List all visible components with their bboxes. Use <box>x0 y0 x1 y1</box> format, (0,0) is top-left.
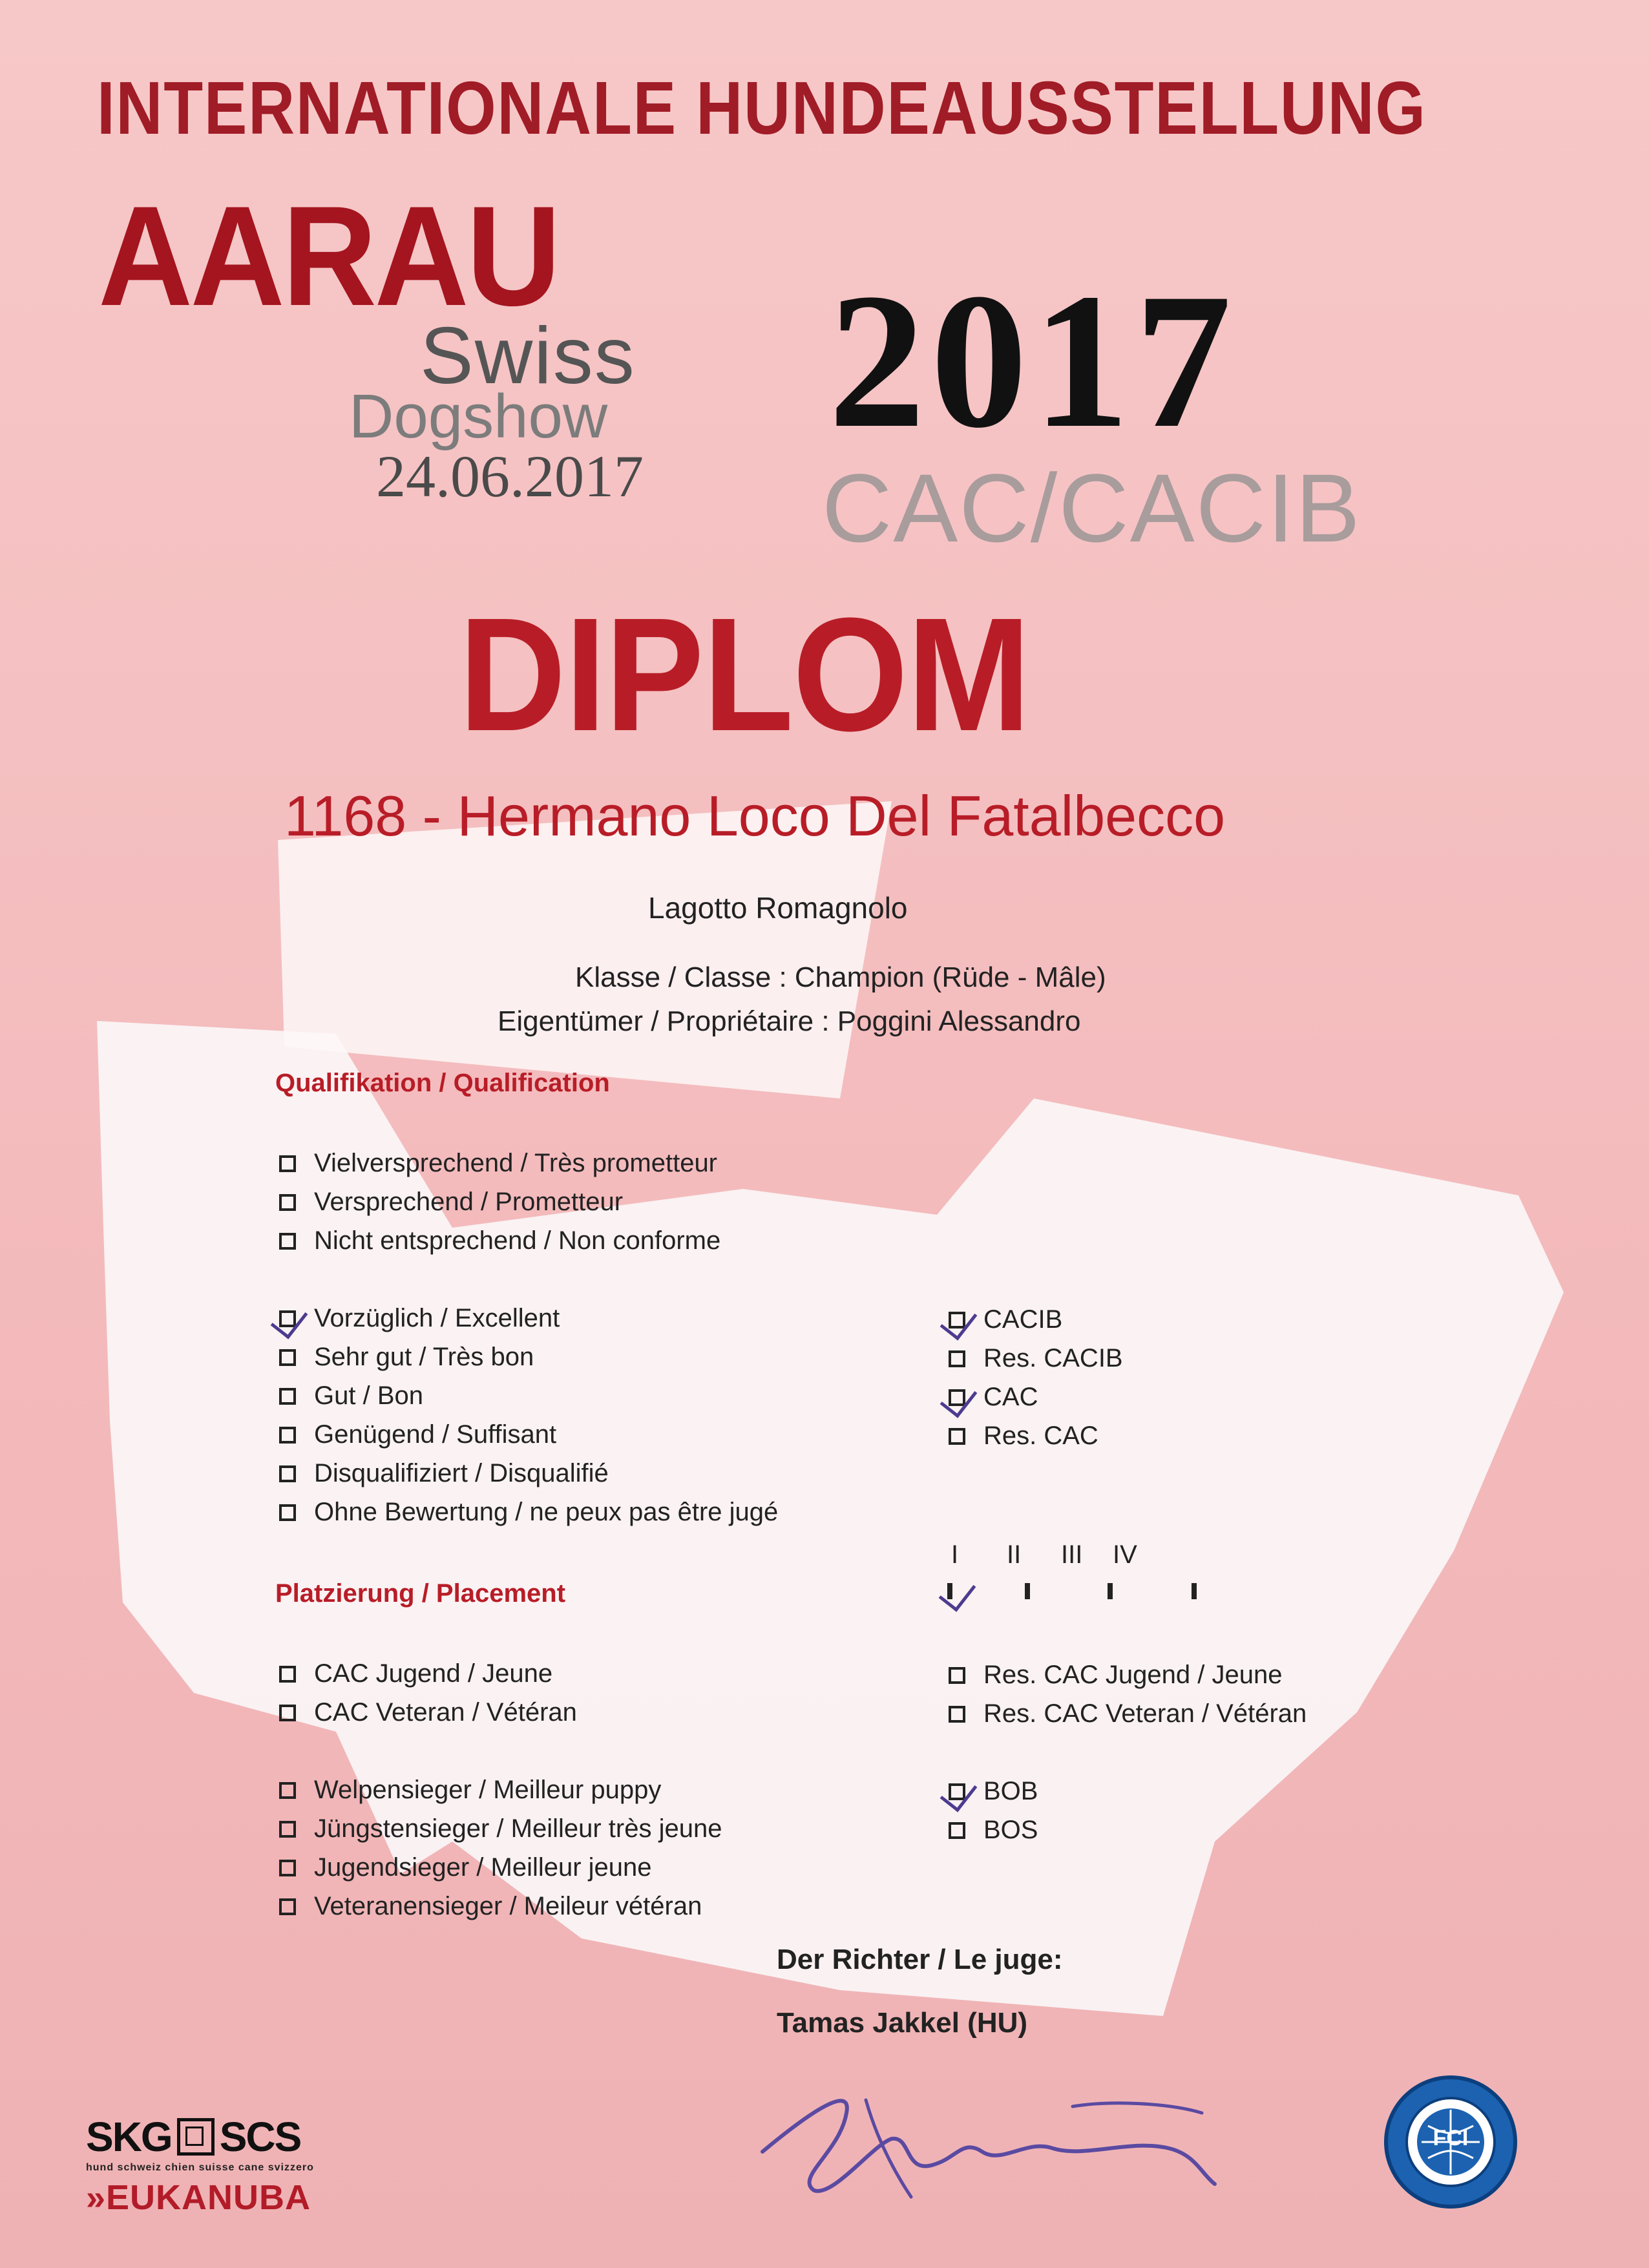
checkbox-icon[interactable] <box>949 1706 965 1723</box>
show-title: INTERNATIONALE HUNDEAUSSTELLUNG <box>97 66 1427 150</box>
fci-seal-text: FCI <box>1433 2126 1469 2150</box>
rating-item: Ohne Bewertung / ne peux pas être jugé <box>279 1498 778 1527</box>
dog-name: 1168 - Hermano Loco Del Fatalbecco <box>284 784 1226 848</box>
best-of-breed-item: BOB <box>949 1777 1038 1806</box>
qualification-item: Versprechend / Prometteur <box>279 1188 623 1217</box>
title-award-item: CACIB <box>949 1305 1062 1334</box>
dog-owner: Eigentümer / Propriétaire : Poggini Alessandro <box>498 1005 1081 1037</box>
checkbox-icon[interactable] <box>279 1504 296 1521</box>
show-subtitle-swiss: Swiss <box>420 311 636 401</box>
qualification-item: Nicht entsprechend / Non conforme <box>279 1226 720 1255</box>
checked-checkbox-icon[interactable] <box>949 1389 965 1406</box>
checked-checkbox-icon[interactable] <box>949 1783 965 1800</box>
placement-label-iii: III <box>1061 1540 1083 1569</box>
placement-heading: Platzierung / Placement <box>275 1579 566 1608</box>
checkbox-icon[interactable] <box>949 1428 965 1445</box>
checkbox-icon[interactable] <box>279 1465 296 1482</box>
title-award-item: Res. CAC <box>949 1422 1098 1451</box>
special-award-item: CAC Veteran / Vétéran <box>279 1698 577 1727</box>
show-date: 24.06.2017 <box>376 443 644 509</box>
checkbox-icon[interactable] <box>279 1233 296 1250</box>
dog-house-icon <box>177 2118 215 2156</box>
checkbox-icon[interactable] <box>949 1350 965 1367</box>
placement-label-iv: IV <box>1113 1540 1137 1569</box>
sponsor-subtext: hund schweiz chien suisse cane svizzero <box>86 2162 314 2173</box>
dog-class: Klasse / Classe : Champion (Rüde - Mâle) <box>575 961 1106 993</box>
placement-iii-checkbox-icon[interactable] <box>1108 1583 1113 1599</box>
placement-label-ii: II <box>1007 1540 1022 1569</box>
qualification-item: Vielversprechend / Très prometteur <box>279 1149 717 1178</box>
special-award-item: CAC Jugend / Jeune <box>279 1659 552 1688</box>
qualification-heading: Qualifikation / Qualification <box>275 1069 610 1097</box>
judge-signature-icon <box>750 2042 1228 2216</box>
diploma-title: DIPLOM <box>459 584 1030 764</box>
rating-item: Disqualifiziert / Disqualifié <box>279 1459 609 1488</box>
checkbox-icon[interactable] <box>279 1860 296 1876</box>
title-award-item: Res. CACIB <box>949 1344 1123 1373</box>
reserve-award-item: Res. CAC Jugend / Jeune <box>949 1661 1282 1690</box>
winner-title-item: Jugendsieger / Meilleur jeune <box>279 1853 652 1882</box>
winner-title-item: Jüngstensieger / Meilleur très jeune <box>279 1814 722 1843</box>
rating-item: Gut / Bon <box>279 1381 423 1411</box>
judge-label: Der Richter / Le juge: <box>777 1944 1063 1975</box>
checkbox-icon[interactable] <box>279 1821 296 1838</box>
checkbox-icon[interactable] <box>279 1388 296 1405</box>
checkbox-icon[interactable] <box>279 1782 296 1799</box>
rating-item: Vorzüglich / Excellent <box>279 1304 560 1333</box>
checked-checkbox-icon[interactable] <box>949 1312 965 1328</box>
fci-seal <box>1383 2074 1518 2213</box>
placement-iv-checkbox-icon[interactable] <box>1192 1583 1197 1599</box>
winner-title-item: Veteranensieger / Meileur vétéran <box>279 1892 702 1921</box>
dog-breed: Lagotto Romagnolo <box>648 891 908 925</box>
checkbox-icon[interactable] <box>279 1194 296 1211</box>
title-award-item: CAC <box>949 1383 1038 1412</box>
skg-scs-logo: SKG SCS <box>86 2114 301 2160</box>
checkbox-icon[interactable] <box>279 1155 296 1172</box>
best-of-sex-item: BOS <box>949 1816 1038 1845</box>
show-award-type: CAC/CACIB <box>822 454 1361 562</box>
sponsor-logos <box>86 2113 314 2218</box>
judge-name: Tamas Jakkel (HU) <box>777 2007 1028 2039</box>
checkbox-icon[interactable] <box>279 1427 296 1444</box>
rating-item: Sehr gut / Très bon <box>279 1343 534 1372</box>
placement-label-i: I <box>951 1540 959 1569</box>
placement-ii-checkbox-icon[interactable] <box>1025 1583 1030 1599</box>
rating-item: Genügend / Suffisant <box>279 1420 556 1449</box>
show-city: AARAU <box>98 176 559 335</box>
checkbox-icon[interactable] <box>949 1667 965 1684</box>
checkbox-icon[interactable] <box>279 1349 296 1366</box>
eukanuba-logo: »EUKANUBA <box>86 2178 311 2217</box>
checkbox-icon[interactable] <box>279 1666 296 1683</box>
checked-checkbox-icon[interactable] <box>279 1310 296 1327</box>
checkbox-icon[interactable] <box>279 1898 296 1915</box>
checkbox-icon[interactable] <box>279 1705 296 1721</box>
checkbox-icon[interactable] <box>949 1822 965 1839</box>
placement-i-checked-icon[interactable] <box>947 1583 952 1599</box>
show-subtitle-dogshow: Dogshow <box>349 382 608 451</box>
reserve-award-item: Res. CAC Veteran / Vétéran <box>949 1699 1307 1728</box>
show-year: 2017 <box>828 253 1237 468</box>
winner-title-item: Welpensieger / Meilleur puppy <box>279 1776 661 1805</box>
